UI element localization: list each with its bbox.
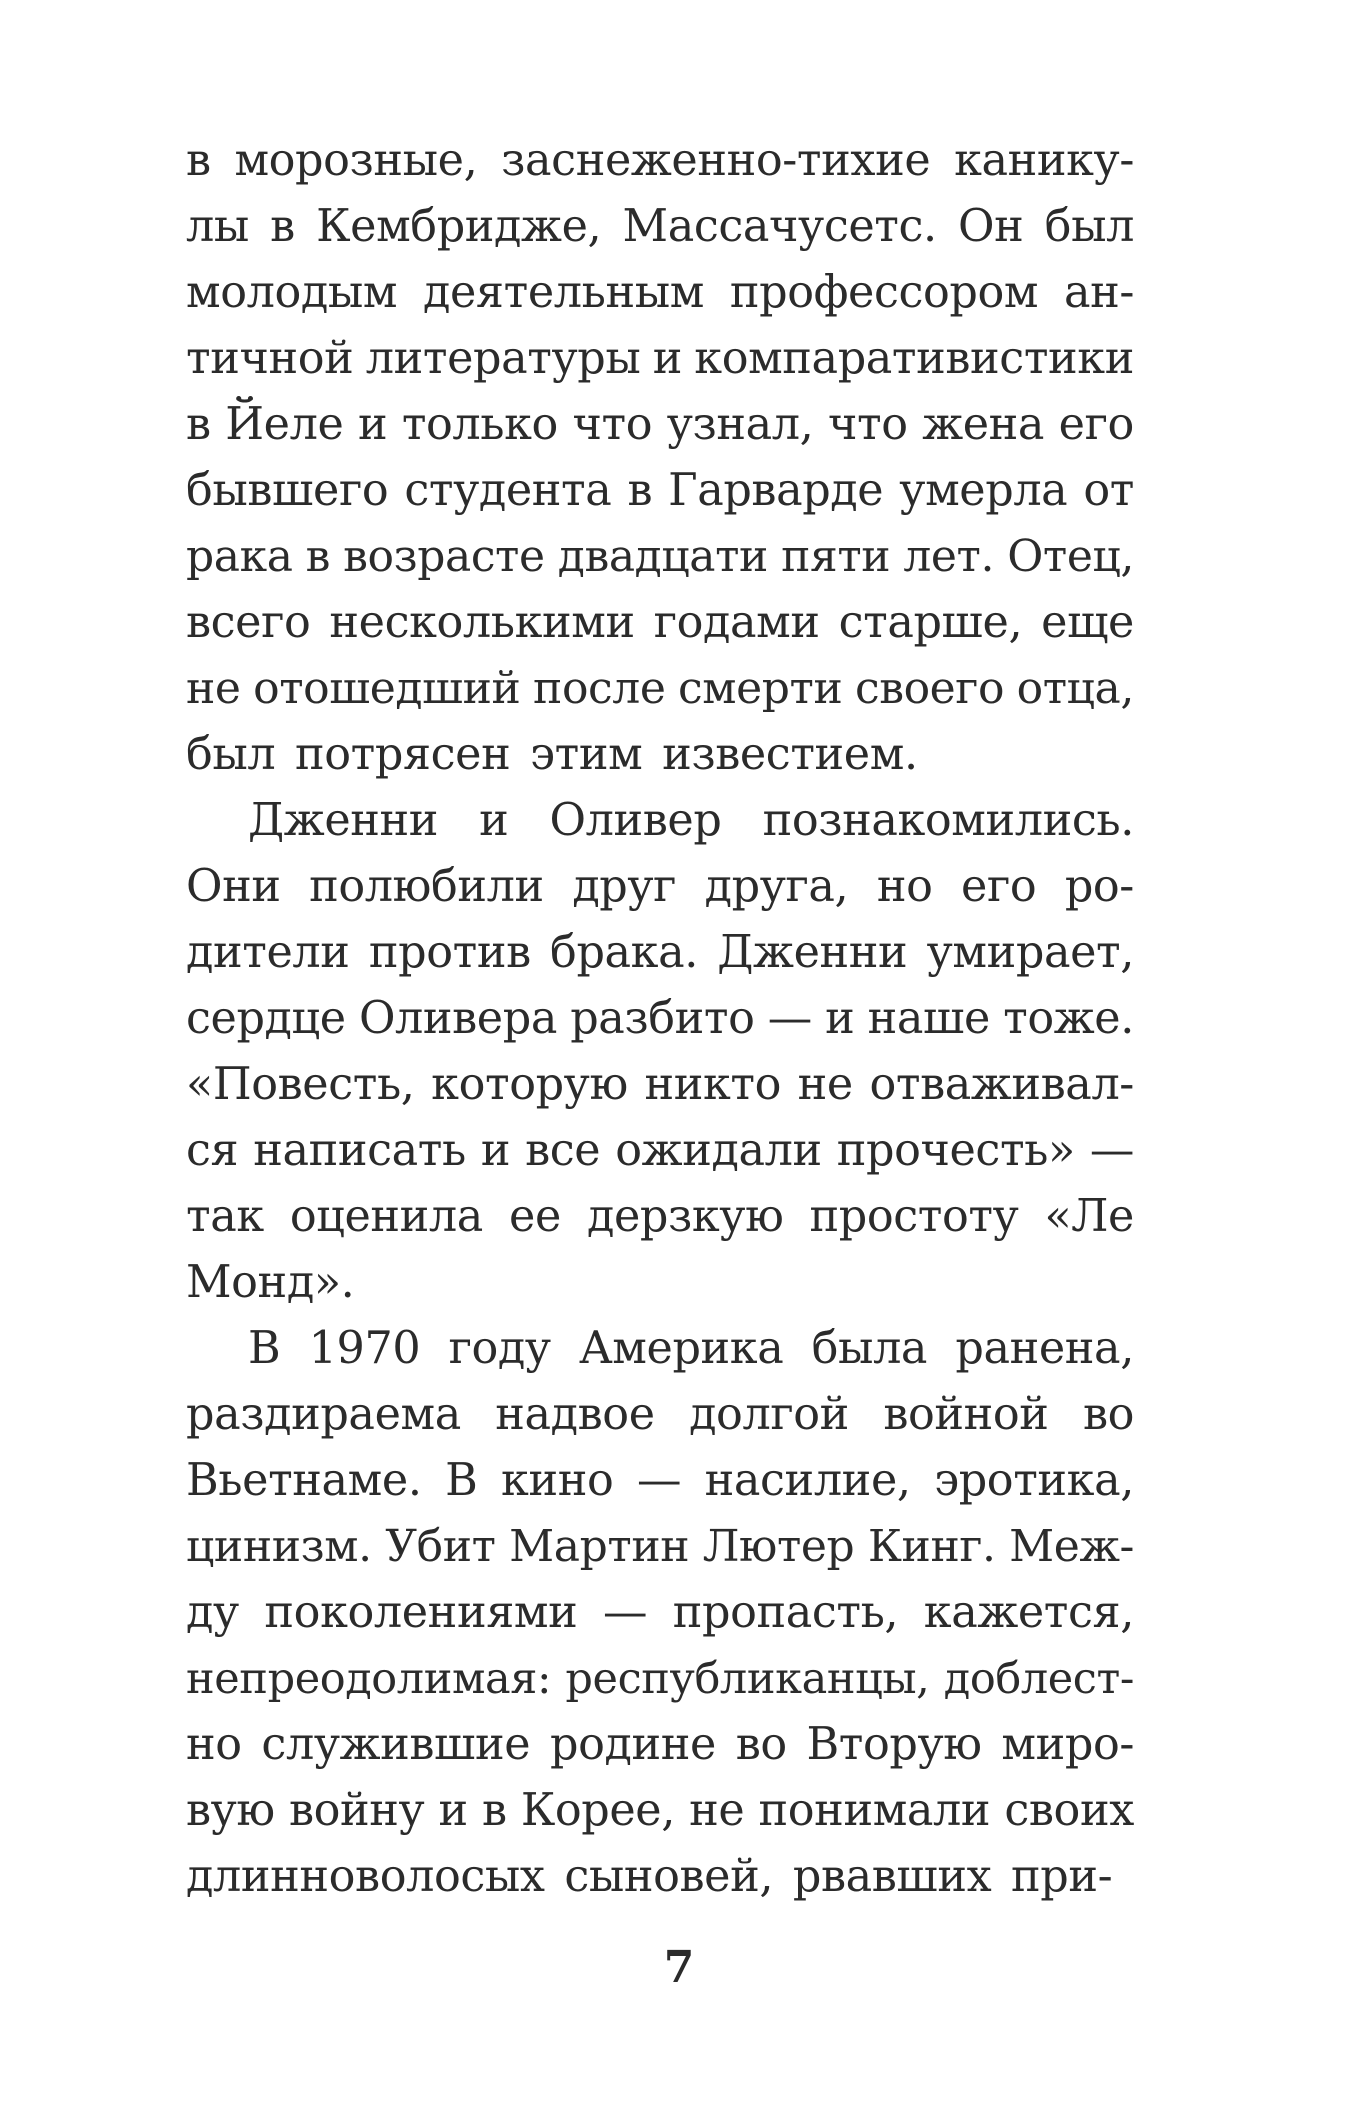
page-number: 7 bbox=[663, 1942, 695, 1993]
word: Оливер bbox=[549, 795, 722, 846]
word: умирает, bbox=[926, 927, 1134, 978]
word: цинизм. bbox=[186, 1521, 372, 1572]
word: пропасть, bbox=[672, 1587, 899, 1638]
word: войну bbox=[288, 1785, 425, 1836]
word: годами bbox=[653, 597, 820, 648]
word: тичной bbox=[186, 333, 354, 384]
word: и bbox=[479, 795, 509, 846]
word: Корее, bbox=[520, 1785, 675, 1836]
word: простоту bbox=[809, 1191, 1019, 1242]
word: не bbox=[689, 1785, 745, 1836]
word: Мартин bbox=[509, 1521, 690, 1572]
text-line bbox=[186, 128, 1134, 194]
word: написать bbox=[253, 1125, 466, 1176]
word: — bbox=[1089, 1125, 1134, 1176]
word: дители bbox=[186, 927, 350, 978]
word: Кинг. bbox=[867, 1521, 996, 1572]
word: несколькими bbox=[329, 597, 635, 648]
word: его bbox=[1058, 399, 1134, 450]
text-line bbox=[186, 392, 1134, 458]
word: своего bbox=[854, 663, 1005, 714]
word: и bbox=[438, 1785, 468, 1836]
word: был bbox=[1044, 201, 1134, 252]
word: и bbox=[825, 993, 855, 1044]
word: «Повесть, bbox=[186, 1059, 415, 1110]
text-line bbox=[186, 1514, 1134, 1580]
word: компаративистики bbox=[694, 333, 1134, 384]
word: отваживал- bbox=[869, 1059, 1134, 1110]
text-line bbox=[186, 1712, 1134, 1778]
text-line bbox=[186, 1646, 1134, 1712]
word: Убит bbox=[385, 1521, 496, 1572]
word: Америка bbox=[579, 1323, 784, 1374]
word: долгой bbox=[689, 1389, 849, 1440]
word: раздираема bbox=[186, 1389, 461, 1440]
text-line bbox=[186, 1052, 1134, 1118]
text-line bbox=[186, 1382, 1134, 1448]
word: «Ле bbox=[1044, 1191, 1134, 1242]
text-line bbox=[186, 986, 1134, 1052]
word: В bbox=[248, 1323, 281, 1374]
text-line bbox=[186, 920, 1134, 986]
word: и bbox=[357, 399, 388, 450]
text-line bbox=[186, 524, 1134, 590]
word: наше bbox=[867, 993, 990, 1044]
word: Меж- bbox=[1009, 1521, 1134, 1572]
word: своих bbox=[1004, 1785, 1134, 1836]
word: сердце bbox=[186, 993, 346, 1044]
word: рака bbox=[186, 531, 293, 582]
word: все bbox=[525, 1125, 601, 1176]
word: родине bbox=[549, 1719, 716, 1770]
word: канику- bbox=[954, 135, 1134, 186]
word: узнал, bbox=[666, 399, 814, 450]
text-line: был потрясен этим известием. bbox=[186, 729, 918, 780]
word: в bbox=[481, 1785, 507, 1836]
word: насилие, bbox=[704, 1455, 911, 1506]
word: ро- bbox=[1064, 861, 1134, 912]
word: кажется, bbox=[923, 1587, 1134, 1638]
word: надвое bbox=[495, 1389, 655, 1440]
paragraph bbox=[186, 128, 1134, 788]
text-line bbox=[186, 656, 1134, 722]
word: в bbox=[270, 201, 295, 252]
word: двадцати bbox=[557, 531, 768, 582]
word: и bbox=[480, 1125, 511, 1176]
word: в bbox=[186, 399, 211, 450]
word: миро- bbox=[1001, 1719, 1134, 1770]
word: Вьетнаме. bbox=[186, 1455, 422, 1506]
word: всего bbox=[186, 597, 311, 648]
word: Отец, bbox=[1007, 531, 1134, 582]
text-line bbox=[186, 458, 1134, 524]
word: бывшего bbox=[186, 465, 389, 516]
word: против bbox=[368, 927, 531, 978]
word: во bbox=[1082, 1389, 1134, 1440]
word: но bbox=[876, 861, 933, 912]
word: отца, bbox=[1016, 663, 1134, 714]
paragraph bbox=[186, 1316, 1134, 1910]
word: Дженни bbox=[717, 927, 908, 978]
word: в bbox=[305, 531, 331, 582]
word: деятельным bbox=[423, 267, 704, 318]
word: ожидали bbox=[615, 1125, 822, 1176]
word: ду bbox=[186, 1587, 239, 1638]
word: ан- bbox=[1063, 267, 1134, 318]
word: войной bbox=[883, 1389, 1049, 1440]
word: еще bbox=[1041, 597, 1134, 648]
word: прочесть» bbox=[836, 1125, 1075, 1176]
word: Дженни bbox=[248, 795, 439, 846]
word: ся bbox=[186, 1125, 239, 1176]
text-line bbox=[186, 854, 1134, 920]
word: непреодолимая: bbox=[186, 1654, 552, 1704]
paragraph bbox=[186, 788, 1134, 1316]
text-line bbox=[186, 1778, 1134, 1844]
text-line bbox=[186, 260, 1134, 326]
word: поколениями bbox=[264, 1587, 578, 1638]
word: лы bbox=[186, 201, 249, 252]
word: жена bbox=[922, 399, 1045, 450]
word: В bbox=[445, 1455, 478, 1506]
word: — bbox=[636, 1455, 682, 1506]
word: дерзкую bbox=[586, 1191, 784, 1242]
word: Оливера bbox=[358, 993, 557, 1044]
word: Он bbox=[958, 201, 1024, 252]
word: никто bbox=[644, 1059, 781, 1110]
word: году bbox=[448, 1323, 551, 1374]
word: заснеженно-тихие bbox=[501, 135, 931, 186]
word: ее bbox=[509, 1191, 561, 1242]
word: республиканцы, bbox=[565, 1654, 930, 1704]
word: так bbox=[186, 1191, 264, 1242]
text-line bbox=[186, 194, 1134, 260]
word: смерти bbox=[678, 663, 843, 714]
word: в bbox=[186, 135, 211, 186]
word: после bbox=[533, 663, 666, 714]
word: в bbox=[627, 465, 653, 516]
word: Кембридже, bbox=[316, 201, 602, 252]
word: и bbox=[652, 333, 682, 384]
word: Вторую bbox=[806, 1719, 982, 1770]
body-text bbox=[186, 128, 1134, 1910]
word: — bbox=[602, 1587, 648, 1638]
word: друга, bbox=[704, 861, 849, 912]
text-line bbox=[186, 1448, 1134, 1514]
word: профессором bbox=[729, 267, 1039, 318]
word: доблест- bbox=[943, 1654, 1134, 1704]
word: Они bbox=[186, 861, 281, 912]
word: кино bbox=[501, 1455, 614, 1506]
word: его bbox=[961, 861, 1037, 912]
word: что bbox=[827, 399, 908, 450]
word: молодым bbox=[186, 267, 398, 318]
text-line: длинноволосых сыновей, рвавших при- bbox=[186, 1851, 1113, 1902]
word: познакомились. bbox=[762, 795, 1134, 846]
word: во bbox=[735, 1719, 787, 1770]
word: ранена, bbox=[955, 1323, 1134, 1374]
text-line bbox=[186, 1118, 1134, 1184]
word: от bbox=[1083, 465, 1134, 516]
word: студента bbox=[404, 465, 612, 516]
word: служившие bbox=[261, 1719, 531, 1770]
word: литературы bbox=[365, 333, 641, 384]
text-line bbox=[186, 1316, 1134, 1382]
word: только bbox=[401, 399, 558, 450]
word: Лютер bbox=[702, 1521, 855, 1572]
text-line bbox=[186, 326, 1134, 392]
word: что bbox=[572, 399, 653, 450]
word: не bbox=[797, 1059, 853, 1110]
word: отошедший bbox=[253, 663, 521, 714]
word: не bbox=[186, 663, 241, 714]
text-line bbox=[186, 590, 1134, 656]
text-line bbox=[186, 1580, 1134, 1646]
text-line bbox=[186, 788, 1134, 854]
word: друг bbox=[572, 861, 677, 912]
word: тоже. bbox=[1003, 993, 1134, 1044]
word: разбито bbox=[570, 993, 755, 1044]
word: — bbox=[767, 993, 812, 1044]
text-line: Монд». bbox=[186, 1257, 355, 1308]
word: Массачусетс. bbox=[622, 201, 937, 252]
word: возрасте bbox=[343, 531, 545, 582]
text-line bbox=[186, 1184, 1134, 1250]
word: умерла bbox=[899, 465, 1068, 516]
word: вую bbox=[186, 1785, 275, 1836]
word: оценила bbox=[289, 1191, 483, 1242]
word: Гарварде bbox=[668, 465, 884, 516]
word: Йеле bbox=[225, 399, 344, 450]
word: морозные, bbox=[234, 135, 478, 186]
word: понимали bbox=[758, 1785, 991, 1836]
word: была bbox=[811, 1323, 928, 1374]
word: полюбили bbox=[309, 861, 544, 912]
word: но bbox=[186, 1719, 242, 1770]
word: которую bbox=[431, 1059, 628, 1110]
word: эротика, bbox=[934, 1455, 1134, 1506]
word: старше, bbox=[838, 597, 1023, 648]
word: 1970 bbox=[308, 1323, 421, 1374]
word: пяти bbox=[781, 531, 891, 582]
word: лет. bbox=[903, 531, 995, 582]
word: брака. bbox=[550, 927, 698, 978]
